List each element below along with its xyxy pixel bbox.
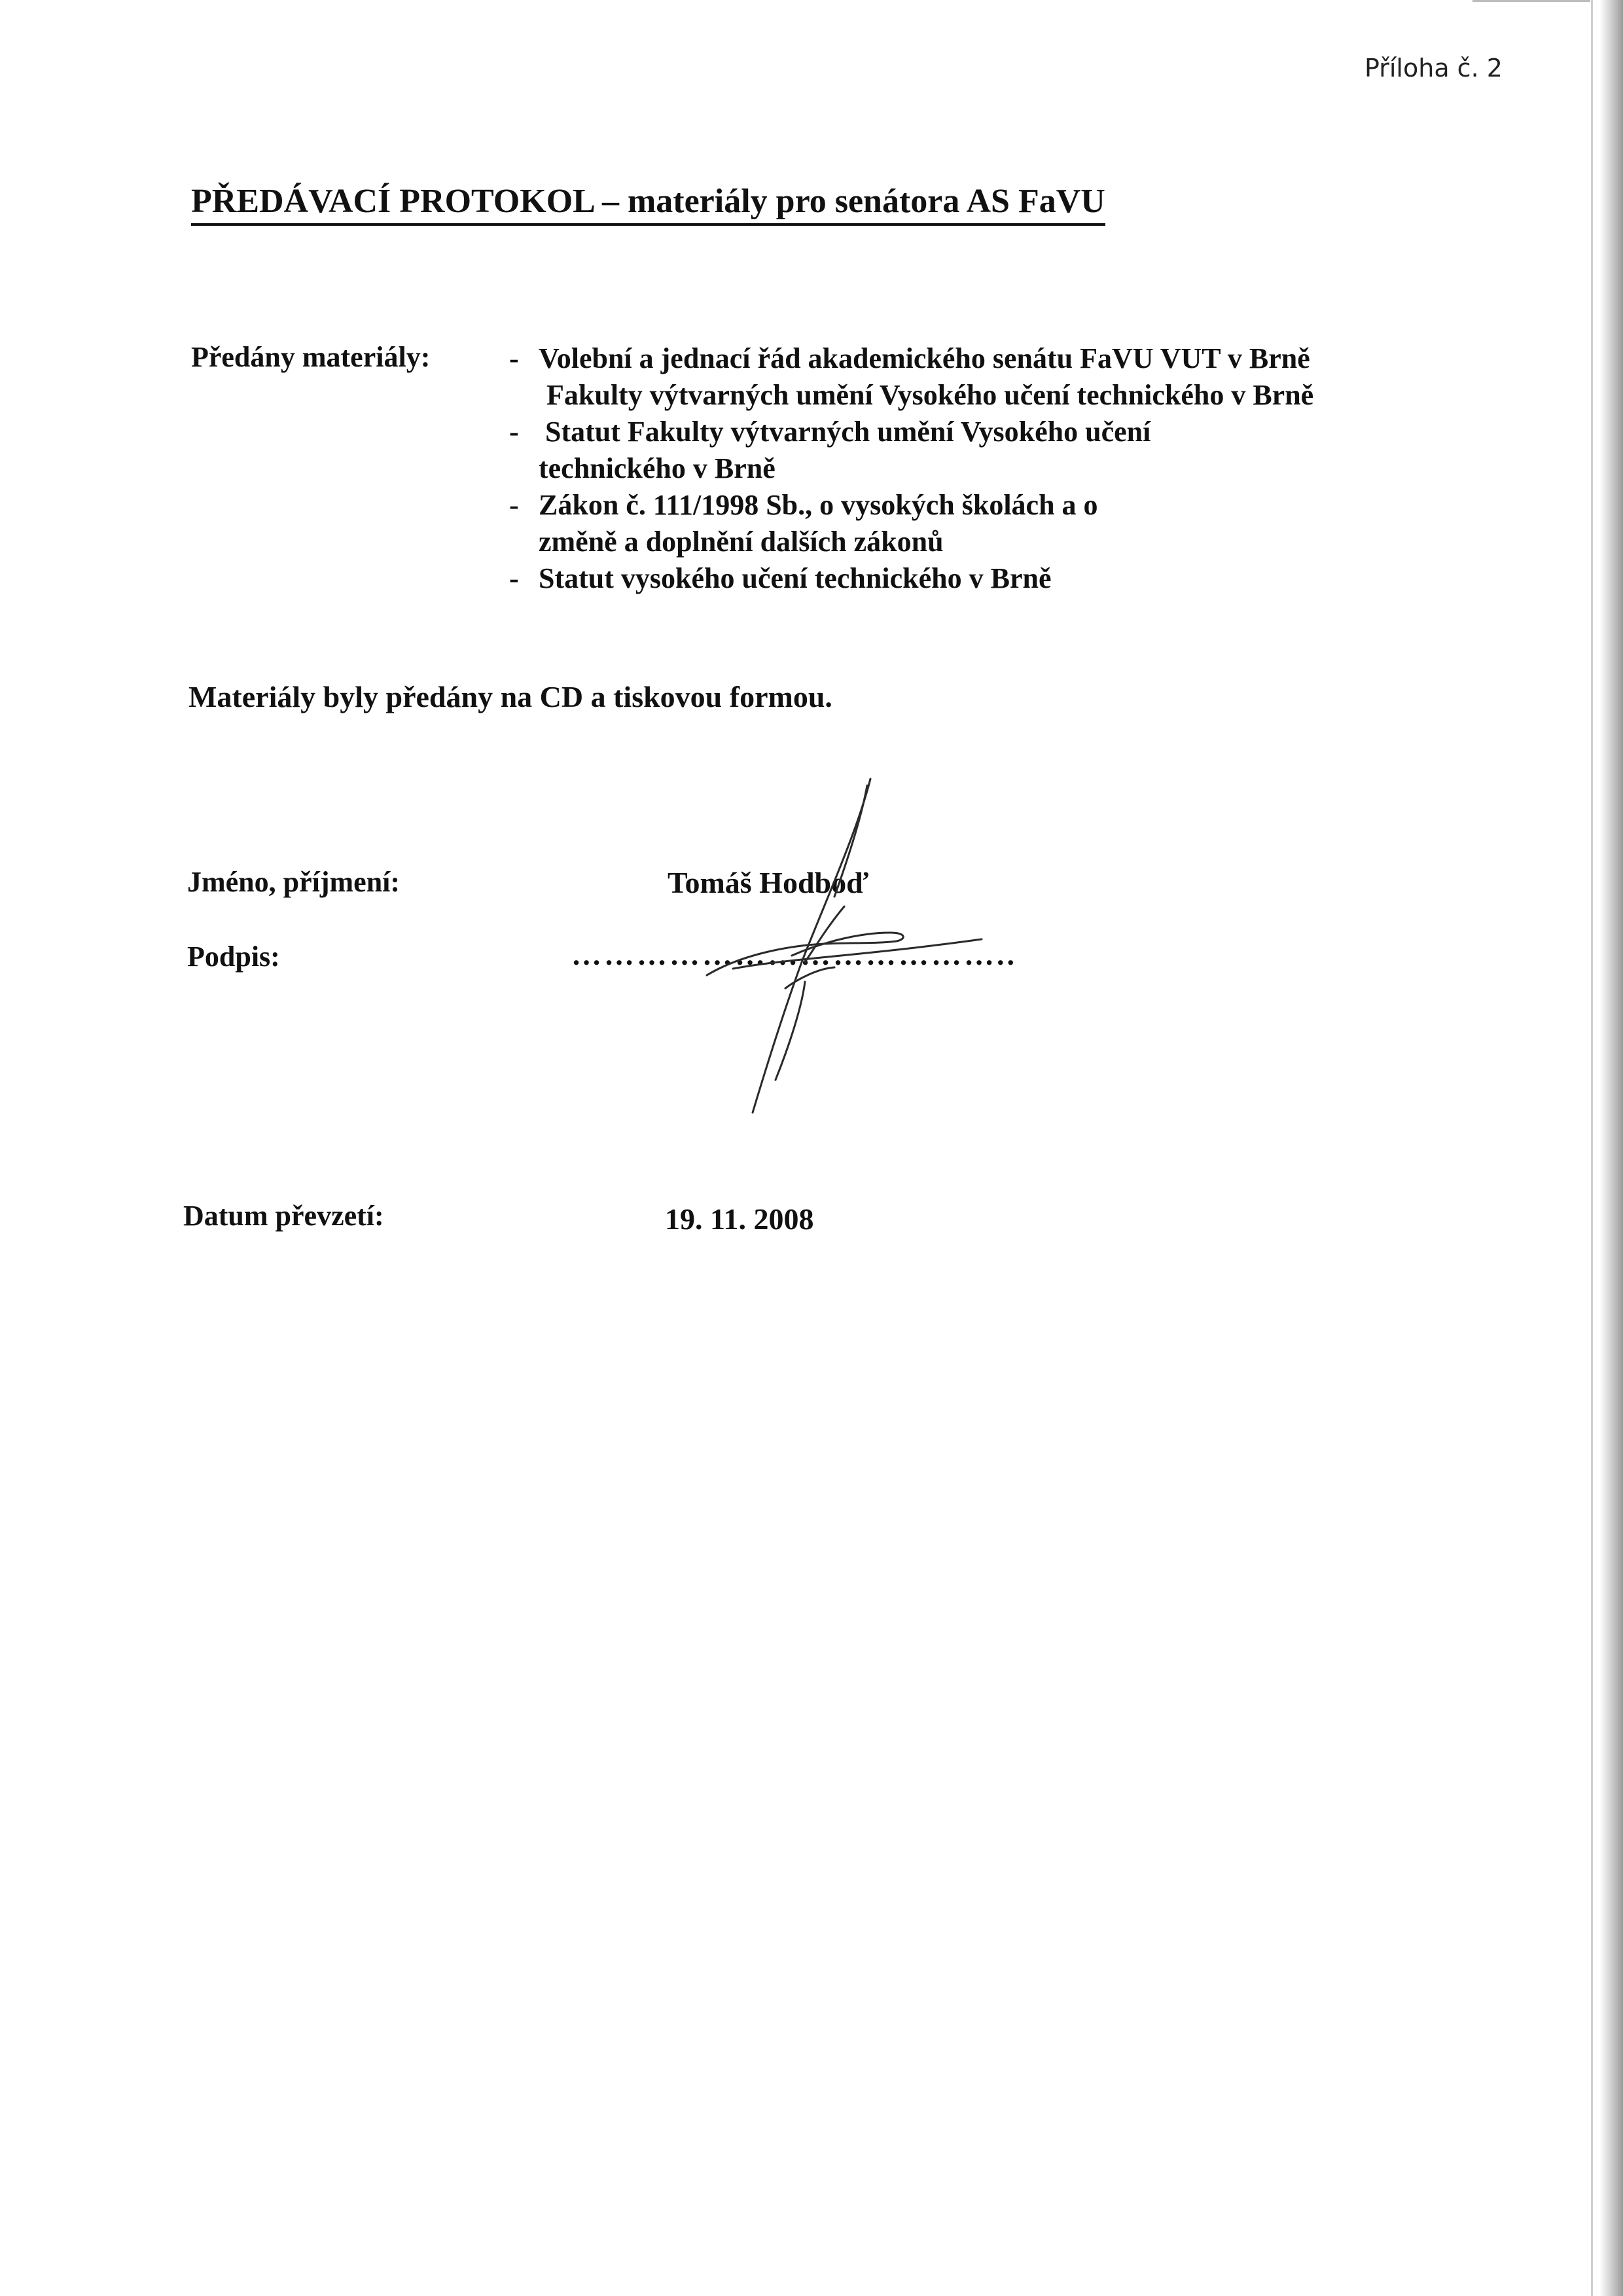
list-item [509, 340, 1491, 414]
signature-label: Podpis: [187, 941, 280, 973]
materials-list [509, 340, 1491, 597]
scan-edge-line [1591, 0, 1593, 2296]
list-item-line: Zákon č. 111/1998 Sb., o vysokých školách a o [539, 489, 1098, 521]
document-title: PŘEDÁVACÍ PROTOKOL – materiály pro senátora AS FaVU [191, 182, 1105, 226]
scan-top-line [1472, 0, 1590, 2]
list-dash: - [509, 562, 519, 594]
scan-edge-shadow [1599, 0, 1623, 2296]
list-item-line: Statut Fakulty výtvarných umění Vysokého učení [545, 416, 1151, 448]
list-item-line: Volební a jednací řád akademického senátu FaVU VUT v Brně [539, 342, 1310, 374]
list-item [509, 414, 1491, 487]
list-item-line: Fakulty výtvarných umění Vysokého učení technického v Brně [546, 379, 1314, 411]
name-value: Tomáš Hodboď [668, 866, 868, 899]
list-dash: - [509, 489, 519, 521]
date-label: Datum převzetí: [183, 1200, 384, 1232]
list-item [509, 560, 1491, 597]
list-dash: - [509, 416, 519, 448]
handwritten-signature [654, 772, 1021, 1126]
signature-dotted-line: ………………………………….. [571, 938, 1017, 971]
list-dash: - [509, 342, 519, 374]
annex-number: Příloha č. 2 [1364, 54, 1503, 82]
list-item-line: technického v Brně [539, 452, 776, 484]
list-item [509, 487, 1491, 560]
name-label: Jméno, příjmení: [187, 866, 401, 898]
list-item-line: změně a doplnění dalších zákonů [539, 526, 944, 558]
date-value: 19. 11. 2008 [665, 1202, 814, 1236]
materials-label: Předány materiály: [191, 341, 431, 373]
transfer-note: Materiály byly předány na CD a tiskovou formou. [188, 680, 832, 713]
list-item-line: Statut vysokého učení technického v Brně [539, 562, 1052, 594]
